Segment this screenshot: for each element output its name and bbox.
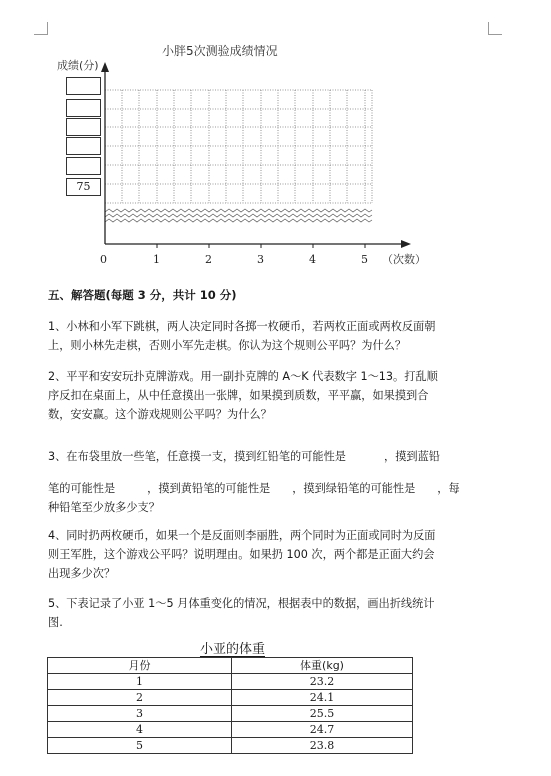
month-cell: 1 — [48, 674, 232, 690]
question-3-line-2d: ，每 — [437, 482, 460, 495]
table-row — [48, 706, 413, 722]
question-3-line-2b: ，摸到黄铅笔的可能性是 — [147, 482, 271, 495]
y-value-box-1[interactable] — [66, 77, 101, 95]
month-cell: 3 — [48, 706, 232, 722]
x-tick-label-5: 5 — [361, 253, 368, 266]
x-tick-label-3: 3 — [257, 253, 264, 266]
question-4-line-2: 则王军胜，这个游戏公平吗？说明理由。如果扔 100 次，两个都是正面大约会 — [48, 548, 435, 561]
month-cell: 4 — [48, 722, 232, 738]
chart-grid — [105, 90, 372, 203]
question-3-line-2a: 笔的可能性是 — [48, 482, 116, 495]
question-5-line-2: 图. — [48, 616, 63, 629]
question-1 — [48, 317, 488, 355]
question-4-line-3: 出现多少次？ — [48, 567, 116, 580]
axis-break — [105, 209, 372, 222]
question-5 — [48, 594, 488, 632]
question-4 — [48, 526, 488, 583]
question-3-line-1 — [48, 447, 488, 466]
question-3 — [48, 447, 488, 517]
question-3-line-2c: ，摸到绿铅笔的可能性是 — [292, 482, 416, 495]
x-axis-label: （次数） — [382, 253, 426, 266]
y-value-box-6[interactable]: 75 — [66, 178, 101, 196]
question-3-line-2 — [48, 479, 488, 498]
question-2 — [48, 367, 488, 424]
x-tick-label-1: 1 — [153, 253, 160, 266]
table-row — [48, 674, 413, 690]
chart-title: 小胖5次测验成绩情况 — [162, 44, 278, 58]
table-header-row — [48, 658, 413, 674]
origin-label: 0 — [100, 253, 107, 266]
question-4-line-1: 4、同时扔两枚硬币，如果一个是反面则李丽胜，两个同时为正面或同时为反面 — [48, 529, 436, 542]
y-value-box-3[interactable] — [66, 118, 101, 136]
question-1-line-2: 上，则小林先走棋，否则小军先走棋。你认为这个规则公平吗？为什么？ — [48, 339, 407, 352]
weight-cell: 23.2 — [232, 674, 413, 690]
question-3-line-1a: 3、在布袋里放一些笔，任意摸一支，摸到红铅笔的可能性是 — [48, 450, 346, 463]
weight-cell: 24.1 — [232, 690, 413, 706]
question-2-line-1: 2、平平和安安玩扑克牌游戏。用一副扑克牌的 A～K 代表数字 1～13。打乱顺 — [48, 370, 438, 383]
x-tick-label-2: 2 — [205, 253, 212, 266]
section-heading: 五、解答题(每题 3 分，共计 10 分) — [48, 288, 237, 302]
weight-cell: 23.8 — [232, 738, 413, 754]
month-cell: 5 — [48, 738, 232, 754]
question-5-line-1: 5、下表记录了小亚 1～5 月体重变化的情况，根据表中的数据，画出折线统计 — [48, 597, 435, 610]
header-weight: 体重(kg) — [232, 658, 413, 674]
question-3-line-3: 种铅笔至少放多少支？ — [48, 501, 160, 514]
weight-table — [47, 657, 413, 754]
y-value-box-4[interactable] — [66, 137, 101, 155]
table-row — [48, 690, 413, 706]
table-title: 小亚的体重 — [199, 642, 265, 657]
month-cell: 2 — [48, 690, 232, 706]
table-row — [48, 738, 413, 754]
header-month: 月份 — [48, 658, 232, 674]
y-value-box-2[interactable] — [66, 99, 101, 117]
y-axis-label: 成绩(分) — [57, 59, 99, 72]
question-2-line-2: 序反扣在桌面上，从中任意摸出一张牌，如果摸到质数，平平赢，如果摸到合 — [48, 389, 429, 402]
y-value-box-5[interactable] — [66, 157, 101, 175]
weight-cell: 25.5 — [232, 706, 413, 722]
question-1-line-1: 1、小林和小军下跳棋，两人决定同时各掷一枚硬币，若两枚正面或两枚反面朝 — [48, 320, 436, 333]
weight-cell: 24.7 — [232, 722, 413, 738]
table-row — [48, 722, 413, 738]
question-2-line-3: 数，安安赢。这个游戏规则公平吗？为什么？ — [48, 408, 272, 421]
x-tick-label-4: 4 — [309, 253, 316, 266]
question-3-line-1b: ，摸到蓝铅 — [384, 450, 440, 463]
